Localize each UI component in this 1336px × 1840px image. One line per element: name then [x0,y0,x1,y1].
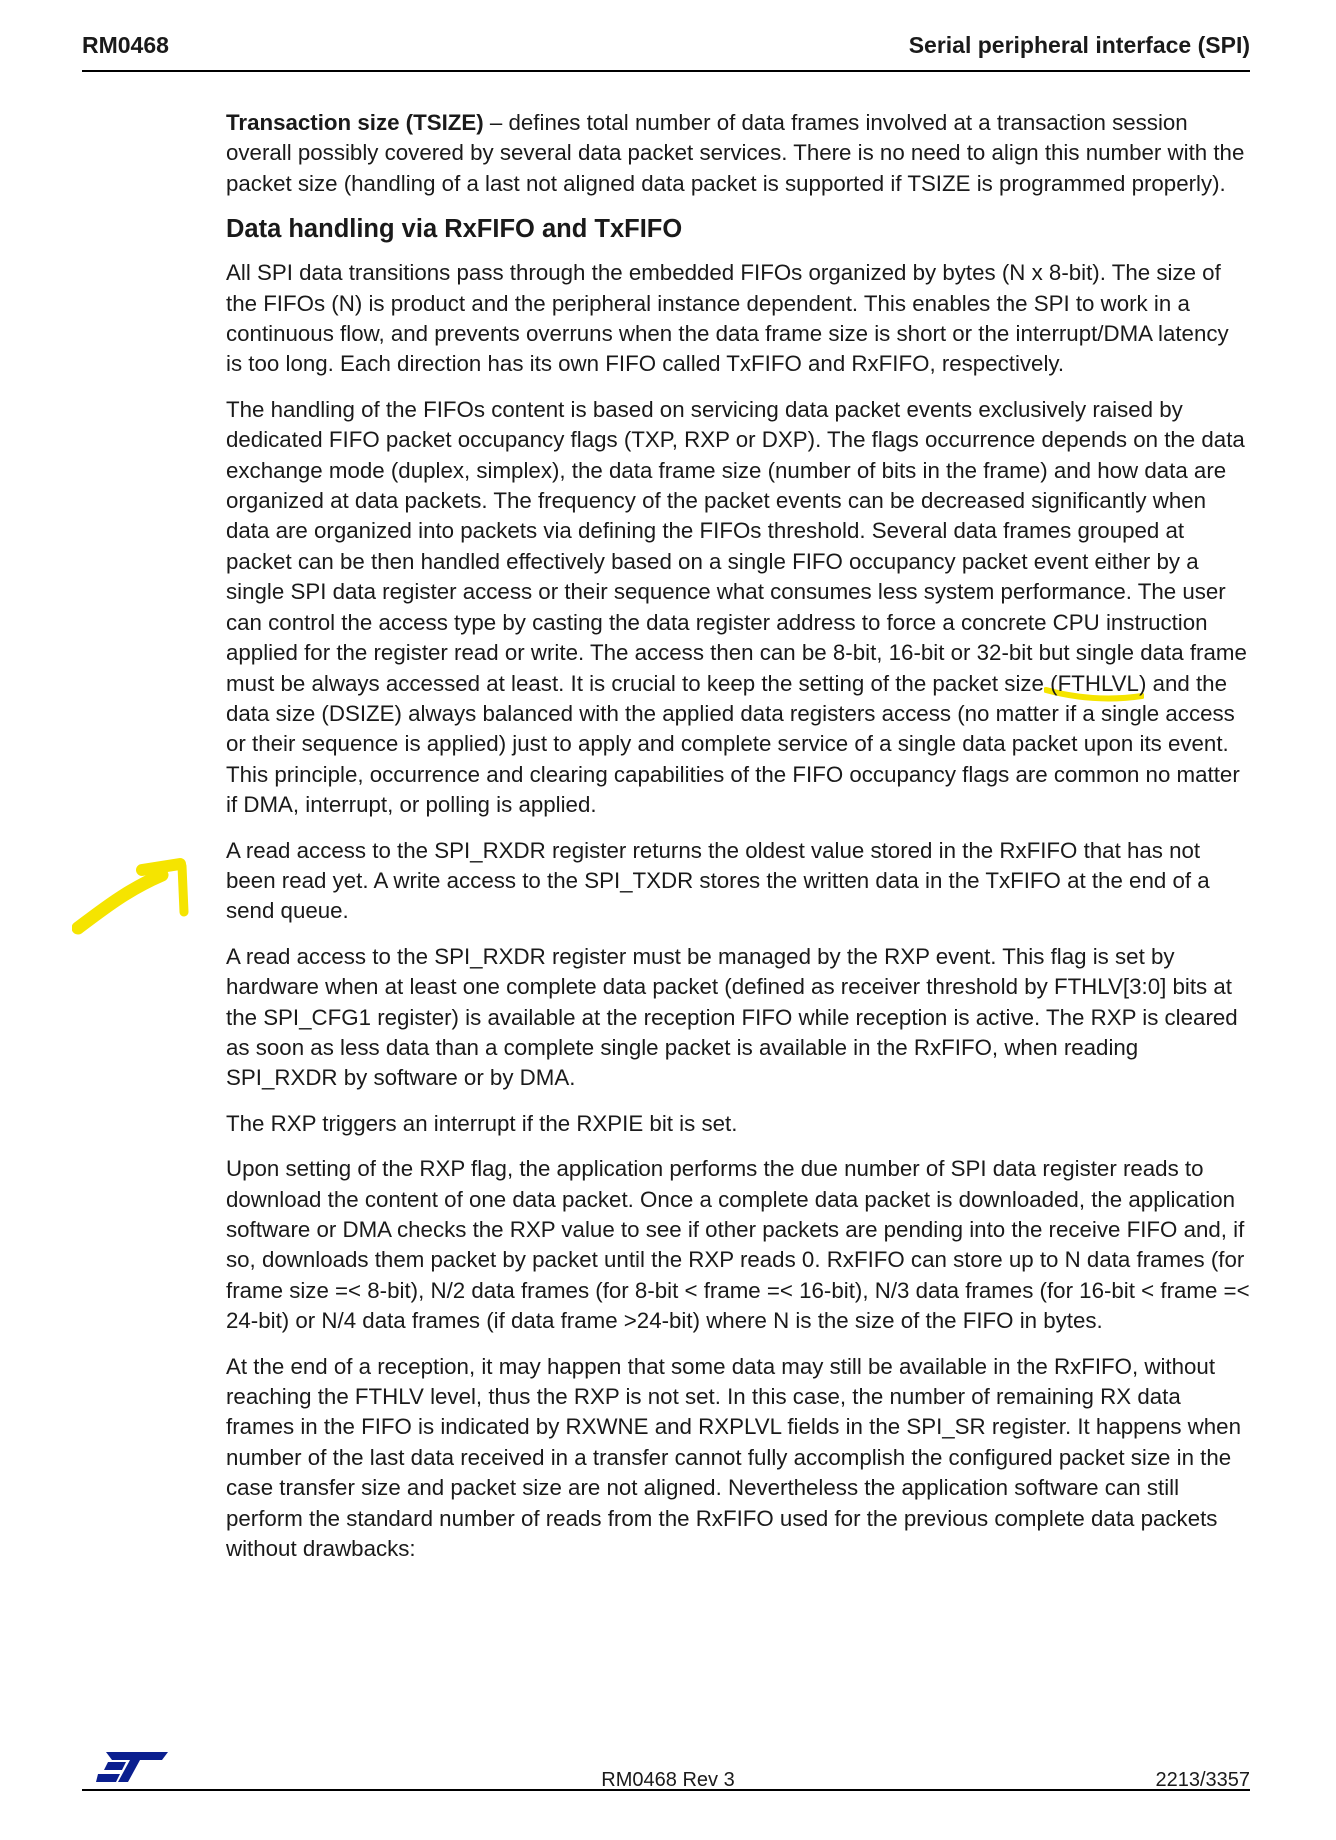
footer-page-number: 2213/3357 [1155,1769,1250,1791]
pen-annotation-arrow-icon [72,840,202,940]
fifo-paragraph-1: All SPI data transitions pass through the embedded FIFOs organized by bytes (N x 8-bit). The size of the FIFOs (N) is product and the peripheral instance dependent. This enables the SPI to work in a continuous flow, and prevents overruns when the data frame size is short or the interrupt/DMA latency is too long. Each direction has its own FIFO called TxFIFO and RxFIFO, respectively. [226,260,1229,377]
section-heading: Data handling via RxFIFO and TxFIFO [226,215,683,244]
highlighted-fthlvl [1050,669,1146,699]
highlight-text: (FTHLVL) [1050,670,1147,696]
para2-before: The handling of the FIFOs content is based on servicing data packet events exclusively raised by dedicated FIFO packet occupancy flags (TXP, RXP or DXP). The flags occurrence depends on the data exchange mode (duplex, simplex), the data frame size (number of bits in the frame) and how data are organized at data packets. The frequency of the packet events can be decreased significantly when data are organized into packets via defining the FIFOs threshold. Several data frames grouped at packet can be then handled effectively based on a single FIFO occupancy packet event either by a single SPI data register access or their sequence what consumes less system performance. The user can control the access type by casting the data register address to force a concrete CPU instruction applied for the register read or write. The access then can be 8-bit, 16-bit or 32-bit but single data frame must be always accessed at least. It is crucial to keep the setting of the packet size [226,396,1247,696]
fifo-paragraph-3: A read access to the SPI_RXDR register returns the oldest value stored in the RxFIFO that has not been read yet. A write access to the SPI_TXDR stores the written data in the TxFIFO at the end of a send queue. [226,837,1210,924]
tsize-paragraph [226,108,1250,199]
fifo-paragraph-4: A read access to the SPI_RXDR register must be managed by the RXP event. This flag is set by hardware when at least one complete data packet (defined as receiver threshold by FTHLV[3:0] bits at the SPI_CFG1 register) is available at the reception FIFO while reception is active. The RXP is cleared as soon as less data than a complete single packet is available in the RxFIFO, when reading SPI_RXDR by software or by DMA. [226,943,1238,1091]
page-content [226,108,1250,1579]
fifo-paragraph-2 [226,395,1250,821]
header-section-title: Serial peripheral interface (SPI) [908,32,1250,58]
fifo-paragraph-5: The RXP triggers an interrupt if the RXPIE bit is set. [226,1110,738,1136]
fifo-paragraph-7: At the end of a reception, it may happen that some data may still be available in the RxFIFO, without reaching the FTHLV level, thus the RXP is not set. In this case, the number of remaining RX data frames in the FIFO is indicated by RXWNE and RXPLVL fields in the SPI_SR register. It happens when number of the last data received in a transfer cannot fully accomplish the configured packet size in the case transfer size and packet size are not aligned. Nevertheless the application software can still perform the standard number of reads from the RxFIFO used for the previous complete data packets without drawbacks: [226,1353,1241,1562]
tsize-term: Transaction size (TSIZE) [226,110,484,135]
fifo-paragraph-6: Upon setting of the RXP flag, the application performs the due number of SPI data register reads to download the content of one data packet. Once a complete data packet is downloaded, the application software or DMA checks the RXP value to see if other packets are pending into the receive FIFO and, if so, downloads them packet by packet until the RXP reads 0. RxFIFO can store up to N data frames (for frame size =< 8-bit), N/2 data frames (for 8-bit < frame =< 16-bit), N/3 data frames (for 16-bit < frame =< 24-bit) or N/4 data frames (if data frame >24-bit) where N is the size of the FIFO in bytes. [226,1156,1250,1334]
header-divider [82,70,1250,72]
header-doc-id: RM0468 [82,32,169,58]
para2-after: and the data size (DSIZE) always balanced with the applied data registers access (no matter if a single access or their sequence is applied) just to apply and complete service of a single data packet upon its event. This principle, occurrence and clearing capabilities of the FIFO occupancy flags are common no matter if DMA, interrupt, or polling is applied. [226,670,1240,818]
footer-revision: RM0468 Rev 3 [601,1769,735,1791]
tsize-text: – defines total number of data frames involved at a transaction session overall possibly covered by several data packet services. There is no need to align this number with the packet size (handling of a last not aligned data packet is supported if TSIZE is programmed properly). [226,110,1245,196]
